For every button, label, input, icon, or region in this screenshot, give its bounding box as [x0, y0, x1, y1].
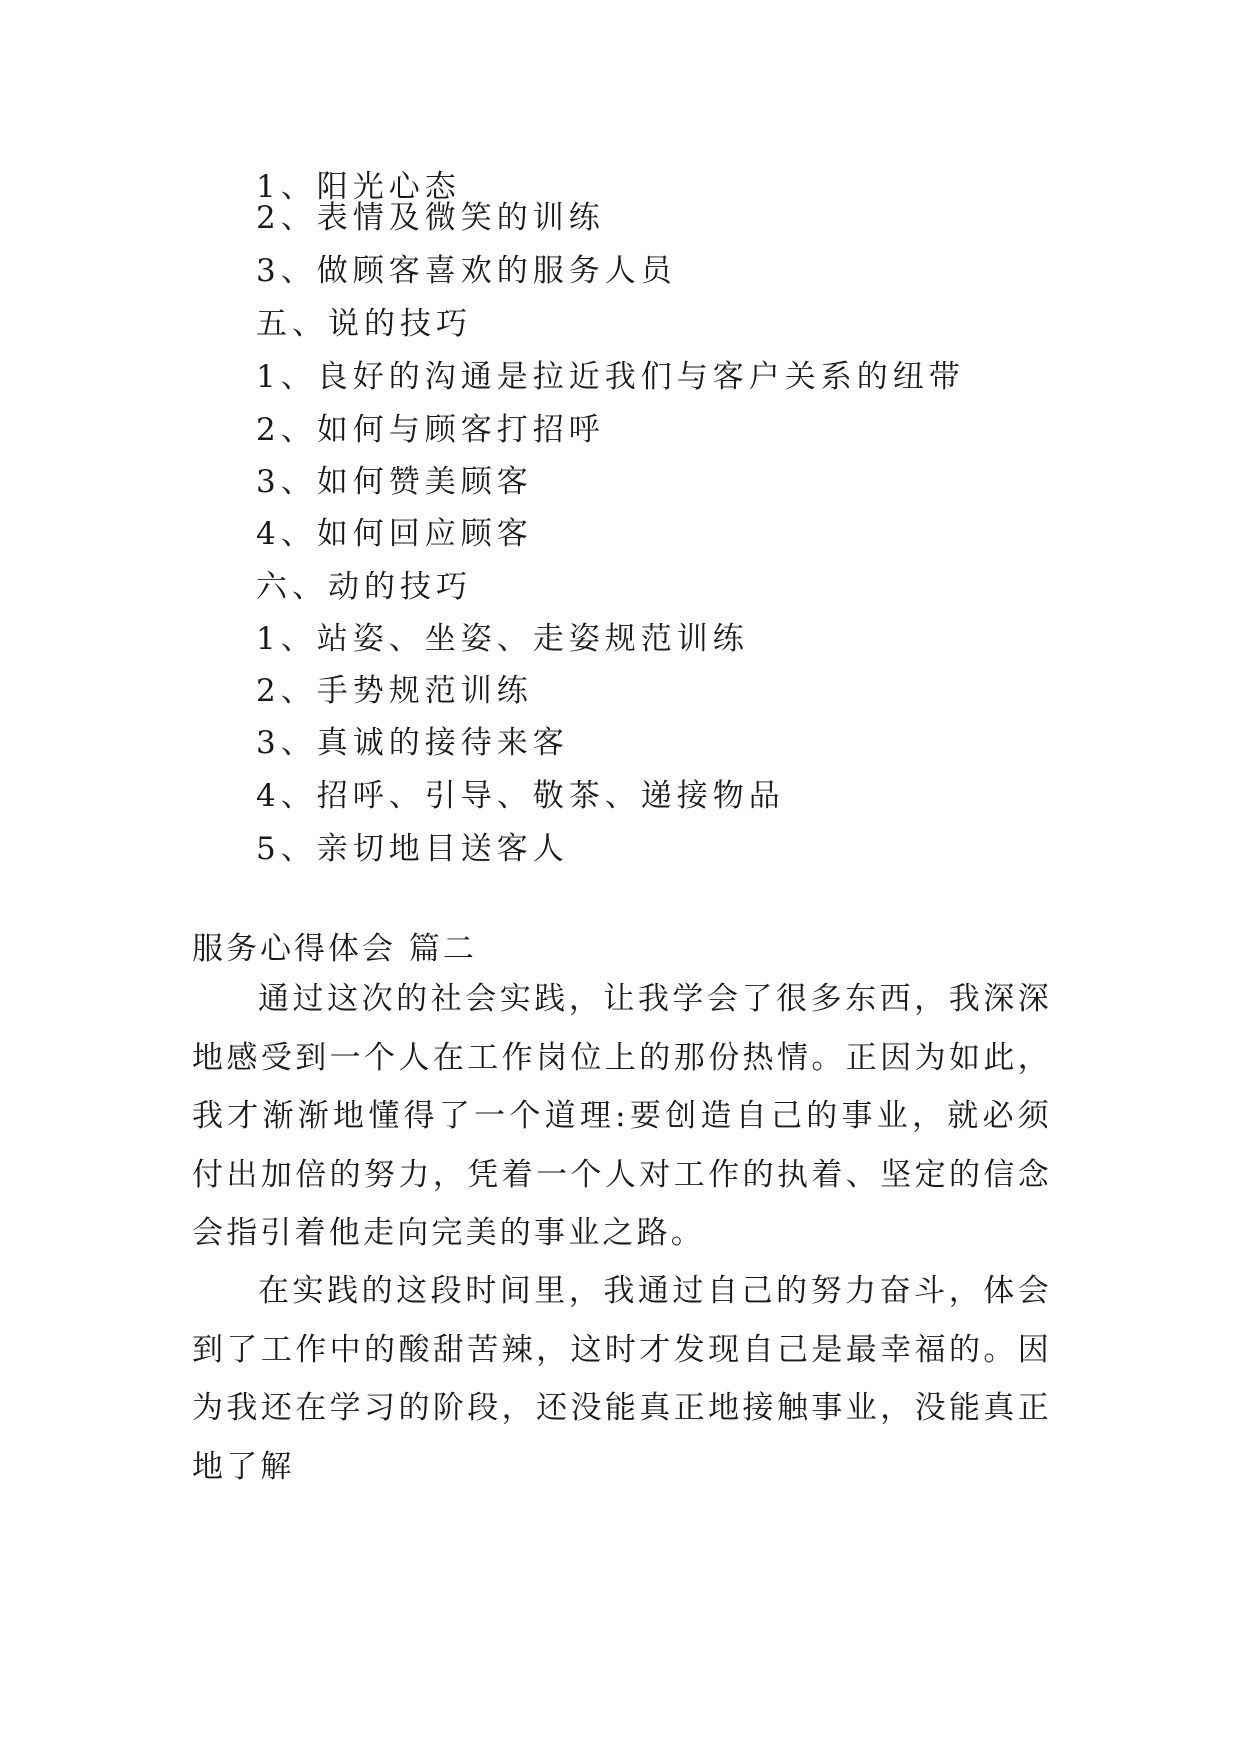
list-item: 2、如何与顾客打招呼 — [256, 412, 605, 448]
paragraph: 通过这次的社会实践，让我学会了很多东西，我深深地感受到一个人在工作岗位上的那份热情。正因为如此，我才渐渐地懂得了一个道理:要创造自己的事业，就必须付出加倍的努力，凭着一个人对工作的执着、坚定的信念会指引着他走向完美的事业之路。 — [192, 981, 1052, 1251]
list-item: 3、如何赞美顾客 — [256, 464, 533, 500]
list-item: 4、如何回应顾客 — [256, 516, 533, 552]
section-heading-five: 五、说的技巧 — [256, 306, 472, 342]
list-item: 2、手势规范训练 — [256, 673, 533, 709]
list-item: 2、表情及微笑的训练 — [256, 200, 605, 236]
list-item: 1、阳光心态 — [256, 169, 461, 205]
article-title: 服务心得体会 篇二 — [192, 931, 477, 967]
list-item: 5、亲切地目送客人 — [256, 831, 569, 867]
list-item: 4、招呼、引导、敬茶、递接物品 — [256, 778, 785, 814]
section-heading-six: 六、动的技巧 — [256, 569, 472, 605]
list-item: 3、做顾客喜欢的服务人员 — [256, 253, 677, 289]
list-item: 1、站姿、坐姿、走姿规范训练 — [256, 621, 749, 657]
list-item: 1、良好的沟通是拉近我们与客户关系的纽带 — [256, 359, 965, 395]
paragraph: 在实践的这段时间里，我通过自己的努力奋斗，体会到了工作中的酸甜苦辣，这时才发现自己是最幸福的。因为我还在学习的阶段，还没能真正地接触事业，没能真正地了解 — [192, 1273, 1052, 1485]
list-item: 3、真诚的接待来客 — [256, 725, 569, 761]
